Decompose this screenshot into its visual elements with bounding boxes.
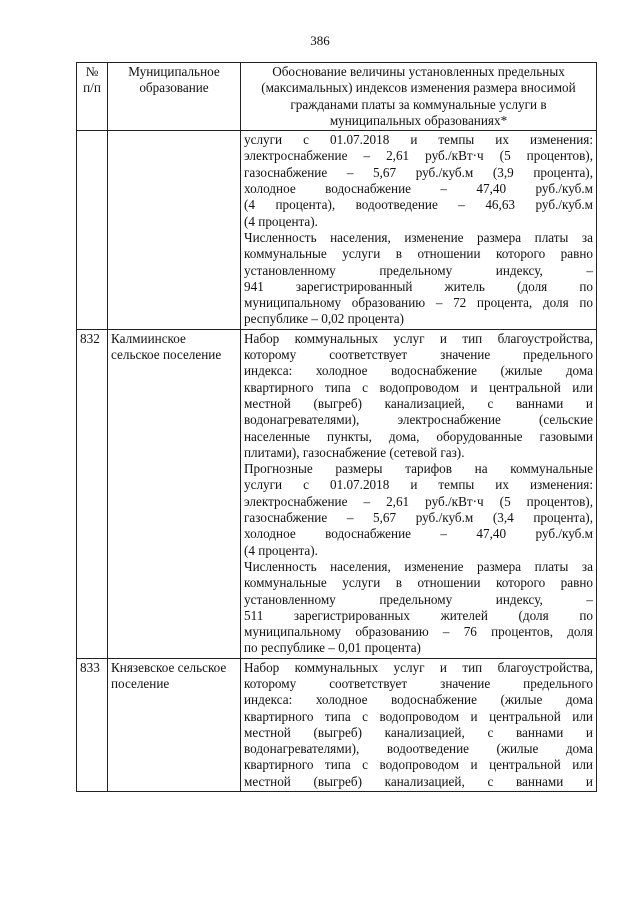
row-municipality: Князевское сельское поселение — [108, 658, 241, 791]
justification-line: коммунальные услуги в отношении которого равно — [244, 575, 593, 591]
justification-line: плитами), газоснабжение (сетевой газ). — [244, 444, 465, 460]
justification-line: муниципальному образованию – 76 процентов, доля — [244, 624, 593, 640]
header-number: № п/п — [77, 63, 108, 131]
header-justification: Обоснование величины установленных предельных (максимальных) индексов изменения размера вносимой гражданами платы за коммунальные услуги в муниципальных образованиях* — [241, 63, 597, 131]
justification-line: 511 зарегистрированных жителей (доля по — [244, 607, 593, 623]
justification-line: установленному предельному индексу, – — [244, 591, 593, 607]
justification-line: муниципальному образованию – 72 процента, доля по — [244, 295, 593, 311]
justification-line: газоснабжение – 5,67 руб./куб.м (3,9 процента), — [244, 164, 593, 180]
justification-line: местной (выгреб) канализацией, с ваннами и — [244, 395, 593, 411]
justification-line: (4 процента). — [244, 542, 318, 558]
justification-line: по республике – 0,01 процента) — [244, 640, 421, 656]
row-number: 832 — [77, 329, 108, 658]
justification-line: квартирного типа с водопроводом и центральной или — [244, 708, 593, 724]
justification-line: которому соответствует значение предельного — [244, 347, 593, 363]
justification-line: которому соответствует значение предельного — [244, 675, 593, 691]
justification-line: газоснабжение – 5,67 руб./куб.м (3,4 процента), — [244, 510, 593, 526]
justification-line: водонагревателями), электроснабжение (сельские — [244, 412, 593, 428]
justification-line: услуги с 01.07.2018 и темпы их изменения: — [244, 477, 593, 493]
justification-line: Численность населения, изменение размера платы за — [244, 558, 593, 574]
justification-line: квартирного типа с водопроводом и центральной или — [244, 379, 593, 395]
justification-line: квартирного типа с водопроводом и центральной или — [244, 757, 593, 773]
row-number — [77, 131, 108, 330]
justification-line: услуги с 01.07.2018 и темпы их изменения: — [244, 132, 593, 148]
justification-line: Набор коммунальных услуг и тип благоустройства, — [244, 659, 593, 675]
justification-line: индекса: холодное водоснабжение (жилые дома — [244, 692, 593, 708]
header-municipality: Муниципальное образование — [108, 63, 241, 131]
row-justification — [241, 658, 597, 791]
justification-line: Численность населения, изменение размера платы за — [244, 229, 593, 245]
justification-line: населенные пункты, дома, оборудованные газовыми — [244, 428, 593, 444]
justification-line: местной (выгреб) канализацией, с ваннами и — [244, 773, 593, 789]
justification-line: установленному предельному индексу, – — [244, 262, 593, 278]
municipal-index-table — [76, 62, 597, 792]
justification-line: (4 процента). — [244, 213, 318, 229]
justification-line: 941 зарегистрированный житель (доля по — [244, 278, 593, 294]
table-header-row — [77, 63, 597, 131]
justification-line: электроснабжение – 2,61 руб./кВт·ч (5 процентов), — [244, 493, 593, 509]
row-number: 833 — [77, 658, 108, 791]
justification-line: Прогнозные размеры тарифов на коммунальные — [244, 461, 593, 477]
justification-line: электроснабжение – 2,61 руб./кВт·ч (5 процентов), — [244, 148, 593, 164]
justification-line: коммунальные услуги в отношении которого равно — [244, 246, 593, 262]
justification-line: (4 процента), водоотведение – 46,63 руб./куб.м — [244, 197, 593, 213]
row-municipality: Калмиинское сельское поселение — [108, 329, 241, 658]
justification-line: холодное водоснабжение – 47,40 руб./куб.м — [244, 181, 593, 197]
justification-line: республике – 0,02 процента) — [244, 311, 405, 327]
page-number: 386 — [310, 33, 330, 48]
justification-line: водонагревателями), водоотведение (жилые дома — [244, 741, 593, 757]
justification-line: индекса: холодное водоснабжение (жилые дома — [244, 363, 593, 379]
table-row — [77, 131, 597, 330]
row-justification — [241, 131, 597, 330]
row-justification — [241, 329, 597, 658]
justification-line: местной (выгреб) канализацией, с ваннами и — [244, 724, 593, 740]
justification-line: холодное водоснабжение – 47,40 руб./куб.м — [244, 526, 593, 542]
row-municipality — [108, 131, 241, 330]
table-row — [77, 658, 597, 791]
table-row — [77, 329, 597, 658]
justification-line: Набор коммунальных услуг и тип благоустройства, — [244, 330, 593, 346]
